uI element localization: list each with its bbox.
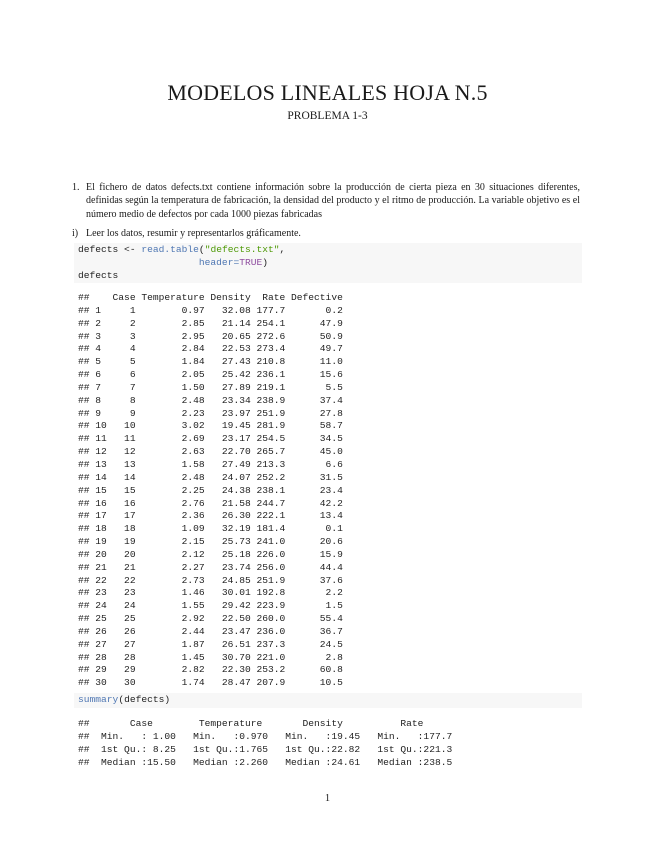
table-row: ## 28 28 1.45 30.70 221.0 2.8 bbox=[78, 651, 343, 663]
output-summary bbox=[78, 718, 464, 769]
table-row: ## 4 4 2.84 22.53 273.4 49.7 bbox=[78, 343, 343, 355]
table-row: ## 12 12 2.63 22.70 265.7 45.0 bbox=[78, 446, 343, 458]
table-row: ## 29 29 2.82 22.30 253.2 60.8 bbox=[78, 664, 343, 676]
table-row: ## 23 23 1.46 30.01 192.8 2.2 bbox=[78, 587, 343, 599]
table-row: ## 25 25 2.92 22.50 260.0 55.4 bbox=[78, 613, 343, 625]
table-row: ## 11 11 2.69 23.17 254.5 34.5 bbox=[78, 433, 343, 445]
code-text: ( bbox=[198, 244, 205, 255]
table-row: ## 9 9 2.23 23.97 251.9 27.8 bbox=[78, 407, 343, 419]
code-text: (defects) bbox=[118, 694, 171, 705]
table-row: ## 14 14 2.48 24.07 252.2 31.5 bbox=[78, 471, 343, 483]
code-indent bbox=[78, 257, 199, 268]
table-row: ## 22 22 2.73 24.85 251.9 37.6 bbox=[78, 574, 343, 586]
table-row: ## 2 2 2.85 21.14 254.1 47.9 bbox=[78, 317, 343, 329]
table-row: ## 20 20 2.12 25.18 226.0 15.9 bbox=[78, 548, 343, 560]
table-row: ## 16 16 2.76 21.58 244.7 42.2 bbox=[78, 497, 343, 509]
list-item-1 bbox=[72, 181, 580, 221]
code-text: ) bbox=[262, 256, 269, 268]
list-item-2 bbox=[72, 227, 580, 240]
table-row: ## 7 7 1.50 27.89 219.1 5.5 bbox=[78, 381, 343, 393]
code-function: summary bbox=[78, 694, 119, 705]
list-item-1-text: El fichero de datos defects.txt contiene información sobre la producción de cierta pieza en 30 situaciones diferentes, definidas según la temperatura de fabricación, la densidad del producto y el ritmo de producción. La variable objetivo es el número medio de defectos por cada 1000 piezas fabricadas bbox=[86, 182, 580, 220]
table-row: ## 30 30 1.74 28.47 207.9 10.5 bbox=[78, 677, 343, 689]
code-text: , bbox=[279, 244, 286, 255]
table-row: ## 17 17 2.36 26.30 222.1 13.4 bbox=[78, 510, 343, 522]
summary-line: ## Median :15.50 Median :2.260 Median :24.61 Median :238.5 bbox=[78, 756, 464, 768]
table-row: ## 10 10 3.02 19.45 281.9 58.7 bbox=[78, 420, 343, 432]
code-block-summary bbox=[74, 693, 582, 708]
code-argument: header= bbox=[198, 256, 240, 268]
code-block-read-table bbox=[74, 243, 582, 283]
list-item-2-text: Leer los datos, resumir y representarlos gráficamente. bbox=[86, 228, 301, 239]
output-defects-table bbox=[78, 292, 343, 690]
output-header: ## Case Temperature Density Rate Defective bbox=[78, 292, 343, 303]
output-rows bbox=[78, 305, 343, 690]
code-keyword: TRUE bbox=[239, 256, 263, 268]
code-text: defects <- bbox=[78, 244, 142, 255]
table-row: ## 26 26 2.44 23.47 236.0 36.7 bbox=[78, 625, 343, 637]
table-row: ## 24 24 1.55 29.42 223.9 1.5 bbox=[78, 600, 343, 612]
summary-line: ## Case Temperature Density Rate bbox=[78, 718, 458, 729]
list-marker-2: i) bbox=[72, 228, 79, 239]
table-row: ## 13 13 1.58 27.49 213.3 6.6 bbox=[78, 458, 343, 470]
table-row: ## 6 6 2.05 25.42 236.1 15.6 bbox=[78, 369, 343, 381]
table-row: ## 3 3 2.95 20.65 272.6 50.9 bbox=[78, 330, 343, 342]
table-row: ## 19 19 2.15 25.73 241.0 20.6 bbox=[78, 536, 343, 548]
summary-line: ## Min. : 1.00 Min. :0.970 Min. :19.45 Min. :177.7 bbox=[78, 730, 464, 742]
table-row: ## 15 15 2.25 24.38 238.1 23.4 bbox=[78, 484, 343, 496]
table-row: ## 1 1 0.97 32.08 177.7 0.2 bbox=[78, 304, 343, 316]
table-row: ## 8 8 2.48 23.34 238.9 37.4 bbox=[78, 394, 343, 406]
code-string: "defects.txt" bbox=[204, 244, 280, 255]
table-row: ## 18 18 1.09 32.19 181.4 0.1 bbox=[78, 523, 343, 535]
page-number: 1 bbox=[324, 793, 331, 804]
document-subtitle: PROBLEMA 1-3 bbox=[287, 110, 368, 122]
table-row: ## 21 21 2.27 23.74 256.0 44.4 bbox=[78, 561, 343, 573]
table-row: ## 5 5 1.84 27.43 210.8 11.0 bbox=[78, 356, 343, 368]
list-marker-1: 1. bbox=[72, 182, 80, 193]
code-function: read.table bbox=[141, 244, 199, 255]
summary-line: ## 1st Qu.: 8.25 1st Qu.:1.765 1st Qu.:22.82 1st Qu.:221.3 bbox=[78, 743, 464, 755]
document-title: MODELOS LINEALES HOJA N.5 bbox=[167, 80, 488, 105]
code-text: defects bbox=[78, 269, 119, 281]
table-row: ## 27 27 1.87 26.51 237.3 24.5 bbox=[78, 638, 343, 650]
